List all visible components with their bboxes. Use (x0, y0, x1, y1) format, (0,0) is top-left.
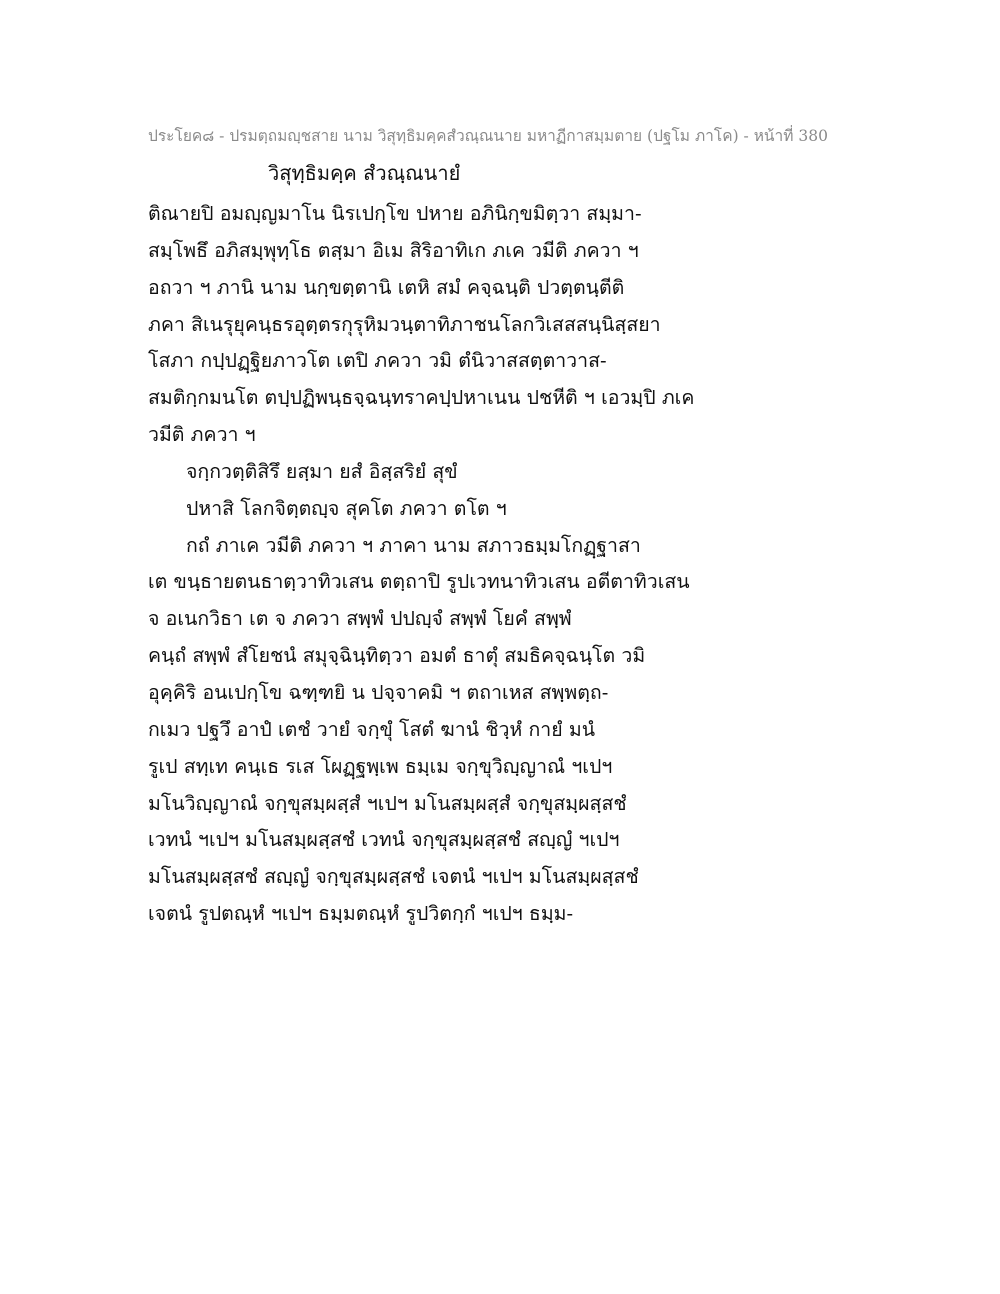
text-line: ติณายปิ อมญฺญมาโน นิรเปกฺโข ปหาย อภินิกฺขมิตฺวา สมฺมา- (148, 202, 642, 225)
text-line: มโนสมฺผสฺสชํ สญฺญํ จกฺขุสมฺผสฺสชํ เจตนํ ฯเปฯ มโนสมฺผสฺสชํ (148, 865, 639, 889)
text-line: สมฺโพธึ อภิสมฺพุทฺโธ ตสฺมา อิเม สิริอาทิเก ภเค วมีติ ภควา ฯ (148, 238, 639, 262)
text-line: อุคฺคิริ อนเปกฺโข ฉฑฺฑยิ น ปจฺจาคมิ ฯ ตถาเหส สพฺพตฺถ- (148, 680, 609, 704)
text-line: รูเป สทฺเท คนฺเธ รเส โผฏฺฐพฺเพ ธมฺเม จกฺขุวิญฺญาณํ ฯเปฯ (148, 754, 613, 778)
text-line: ภคา สิเนรุยุคนฺธรอุตฺตรกุรุหิมวนฺตาทิภาชนโลกวิเสสสนฺนิสฺสยา (148, 312, 661, 336)
text-line: กเมว ปฐวึ อาปํ เตชํ วายํ จกฺขุํ โสตํ ฆานํ ชิวฺหํ กายํ มนํ (148, 717, 596, 741)
verse-line: จกฺกวตฺติสิรึ ยสฺมา ยสํ อิสฺสริยํ สุขํ (186, 459, 458, 483)
verse-line: ปหาสิ โลกจิตฺตญฺจ สุคโต ภควา ตโต ฯ (186, 496, 507, 520)
text-line: เจตนํ รูปตณฺหํ ฯเปฯ ธมฺมตณฺหํ รูปวิตกฺกํ ฯเปฯ ธมฺม- (148, 902, 574, 926)
body-text (148, 196, 908, 933)
text-line: อถวา ฯ ภานิ นาม นกฺขตฺตานิ เตหิ สมํ คจฺฉนฺติ ปวตฺตนฺตีติ (148, 275, 625, 299)
text-line: คนฺถํ สพฺพํ สํโยชนํ สมุจฺฉินฺทิตฺวา อมตํ ธาตุํ สมธิคจฺฉนฺโต วมิ (148, 644, 646, 668)
running-header: ประโยค๘ - ปรมตฺถมญฺชสาย นาม วิสุทฺธิมคฺคสํวณฺณนาย มหาฏีกาสมฺมตาย (ปฐโม ภาโค) - หน้าที่ 380 (148, 127, 828, 145)
text-line: เวทนํ ฯเปฯ มโนสมฺผสฺสชํ เวทนํ จกฺขุสมฺผสฺสชํ สญฺญํ ฯเปฯ (148, 828, 620, 852)
text-line: วมีติ ภควา ฯ (148, 423, 256, 447)
text-line: จ อเนกวิธา เต จ ภควา สพฺพํ ปปญฺจํ สพฺพํ โยคํ สพฺพํ (148, 607, 572, 631)
text-line: สมติกฺกมนโต ตปฺปฏิพนฺธจฺฉนฺทราคปฺปหาเนน ปชหีติ ฯ เอวมฺปิ ภเค (148, 386, 695, 410)
text-line: มโนวิญฺญาณํ จกฺขุสมฺผสฺสํ ฯเปฯ มโนสมฺผสฺสํ จกฺขุสมฺผสฺสชํ (148, 791, 627, 815)
section-title: วิสุทฺธิมคฺค สํวณฺณนายํ (268, 161, 461, 185)
paragraph-first-line: กถํ ภาเค วมีติ ภควา ฯ ภาคา นาม สภาวธมฺมโกฏฺฐาสา (186, 533, 641, 557)
text-line: โสภา กปฺปฏฺฐิยภาวโต เตปิ ภควา วมิ ตํนิวาสสตฺตาวาส- (148, 349, 607, 373)
text-line: เต ขนฺธายตนธาตฺวาทิวเสน ตตฺถาปิ รูปเวทนาทิวเสน อตีตาทิวเสน (148, 570, 690, 594)
